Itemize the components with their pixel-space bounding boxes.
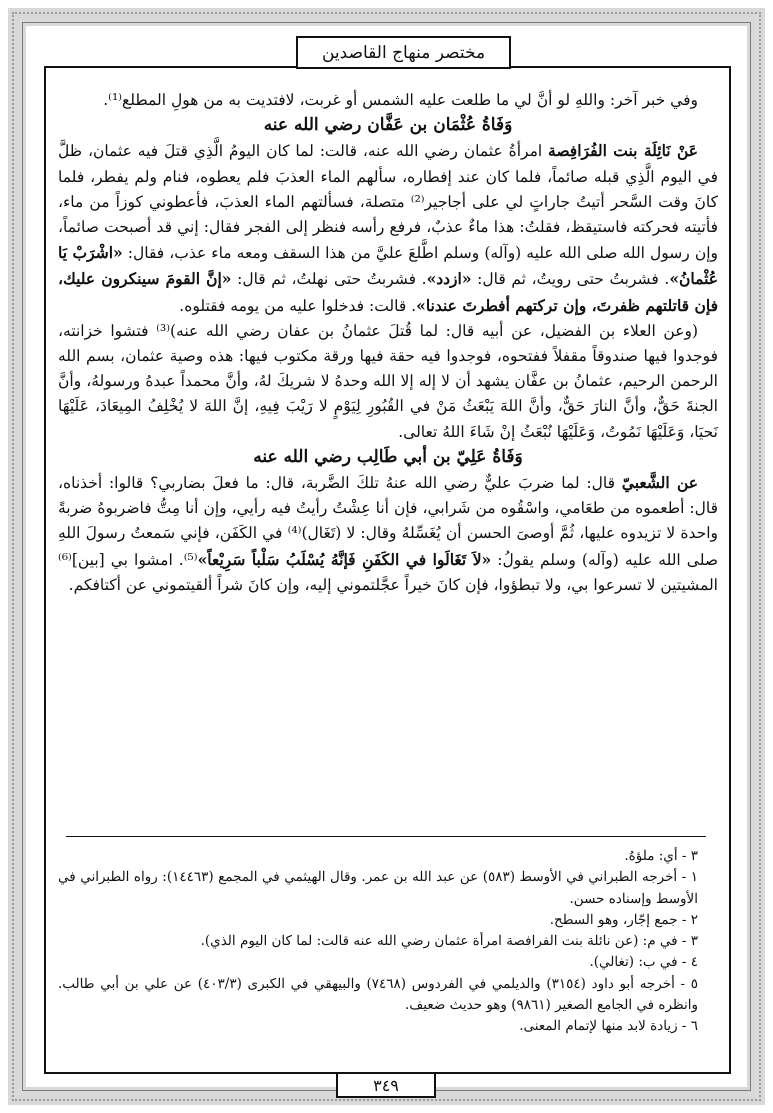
footnotes	[58, 846, 718, 1038]
hadith-quote: «اشْرَبْ يَا عُثْمانُ»	[58, 243, 718, 289]
book-title: مختصر منهاج القاصدين	[321, 42, 486, 63]
paragraph: عَنْ نَائِلَة بنت الفُرَافِصة امرأةُ عثمان رضي الله عنه، قالت: لما كان اليومُ الَّذِي قتلَ فيه عثمان، ظلَّ في اليوم الَّذِي قبله صائماً، فلما كان عند إفطاره، سألهم الماء العذبَ فلم يعطوه، فنام ولم يفطر، فلما كانَ وقت السَّحر أتيتُ جاراتٍ لي على أجاجير⁽²⁾ متصلة، فسألتهم الماء العذبَ، فأعطوني كوزاً من ماء، فأتيته فحركته فاستيقظ، فقلتُ: هذا ماءٌ عذبٌ، فرفع رأسه فنظر إلى الفجر فقال: إني قد أصبحت صائماً، وإن رسول الله صلى الله عليه (وآله) وسلم اطَّلعَ عليَّ من هذا السقف ومعه ماء عذب، فقال: «اشْرَبْ يَا عُثْمانُ». فشربتُ حتى رويتُ، ثم قال: «ازدد». فشربتُ حتى نهلتُ، ثم قال: «إنَّ القومَ سينكرون عليك، فإن قاتلتهم ظفرتَ، وإن تركتهم أفطرتَ عندنا». قالت: فدخلوا عليه من يومه فقتلوه.	[58, 141, 718, 315]
running-header	[296, 36, 511, 69]
footnote: ٢ - جمع إجّار، وهو السطح.	[549, 911, 698, 928]
paragraph: (وعن العلاء بن الفضيل، عن أبيه قال: لما قُتلَ عثمانُ بن عفان رضي الله عنه)⁽³⁾ فتشوا خزانته، فوجدوا فيها صندوقاً مقفلاً ففتحوه، فوجدوا فيه حقة فيها ورقة مكتوب فيها: هذه وصية عثمان، بسم الله الرحمن الرحيم، عثمانُ بن عفَّان يشهد أن لا إله إلا الله وحدهُ لا شريكَ لهُ، وأنَّ محمداً عبدهُ ورسولهُ، وأنَّ الجنةَ حَقٌّ، وأنَّ النارَ حَقٌّ، وأنَّ اللهَ يَبْعَثُ مَنْ في القُبُورِ لِيَوْمٍ لا رَيْبَ فِيهِ، إنَّ اللهَ لا يُخْلِفُ المِيعَادَ، عَلَيْهَا نَحيَا، وَعَلَيْهَا نَمُوتُ، وَعَلَيْهَا نُبْعَثُ إنْ شَاءَ اللهُ تعالى.	[58, 321, 718, 441]
section-heading: وَفَاةُ عَلِيّ بن أبي طَالِب رضي الله عنه	[253, 446, 523, 467]
page-number: ٣٤٩	[373, 1075, 399, 1095]
paragraph: وفي خبر آخر: واللهِ لو أنَّ لي ما طلعت عليه الشمس أو غربت، لافتديت به من هولِ المطلع⁽¹⁾.	[103, 91, 698, 109]
main-text	[58, 88, 718, 598]
page-number-box	[336, 1072, 436, 1098]
footnote: ١ - أخرجه الطبراني في الأوسط (٥٨٣) عن عبد الله بن عمر. وقال الهيثمي في المجمع (١٤٤٦٣): رواه الطبراني في الأوسط وإسناده حسن.	[58, 869, 698, 907]
hadith-quote: «ازدد»	[426, 269, 472, 289]
narrator-name: عَنْ نَائِلَة بنت الفُرَافِصة	[548, 141, 698, 161]
narrator-name: عن الشَّعبيّ	[621, 473, 698, 493]
footnote: ٦ - زيادة لابد منها لإتمام المعنى.	[519, 1018, 698, 1035]
paragraph: عن الشَّعبيّ قال: لما ضربَ عليٌّ رضي الله عنهُ تلكَ الضَّربة، قال: ما فعلَ بضاربي؟ قالوا: أخذناه، قال: أطعموه من طعَامي، واسْقُوه من شَرابي، فإن أنا عِشْتُ رأيتُ فيه رأيي، وإن أنا مِتُّ فاضربوهُ ضربةً واحدة لا تزيدوه عليها، ثُمَّ أوصىَ الحسن أن يُغَسِّلهُ وقال: لا (تَغَال)⁽⁴⁾ في الكَفَن، فإني سَمعتُ رسولَ اللهِ صلى الله عليه (وآله) وسلم يقولُ: «لاَ تَغَالَوا في الكَفَنِ فَإنَّهُ يُسْلَبُ سَلْباً سَرِيْعاً»⁽⁵⁾. امشوا بي [بين]⁽⁶⁾ المشيتين لا تسرعوا بي، ولا تبطؤوا، فإن كانَ خيراً عجَّلتموني إليه، وإن كانَ شراً ألقيتموني عن أكتافكم.	[58, 473, 719, 594]
footnote: ٥ - أخرجه أبو داود (٣١٥٤) والديلمي في الفردوس (٧٤٦٨) والبيهقي في الكبرى (٤٠٣/٣) عن علي بن أبي طالب. وانظره في الجامع الصغير (٩٨٦١) وهو حديث ضعيف.	[58, 975, 698, 1014]
footnote: ٤ - في ب: (تغالي).	[589, 954, 698, 971]
hadith-quote: «لاَ تَغَالَوا في الكَفَنِ فَإنَّهُ يُسْلَبُ سَلْباً سَرِيْعاً»	[197, 549, 492, 569]
section-heading: وَفَاةُ عُثْمَان بن عَفَّان رضي الله عنه	[263, 115, 513, 136]
footnote-separator	[66, 836, 706, 837]
footnote: ٣ - أي: ملؤهُ.	[624, 848, 698, 864]
footnote: ٣ - في م: (عن نائلة بنت الفرافصة امرأة عثمان رضي الله عنه قالت: لما كان اليوم الذي).	[200, 933, 698, 950]
hadith-quote: «إنَّ القومَ سينكرون عليك، فإن قاتلتهم ظفرتَ، وإن تركتهم أفطرتَ عندنا»	[58, 269, 718, 315]
